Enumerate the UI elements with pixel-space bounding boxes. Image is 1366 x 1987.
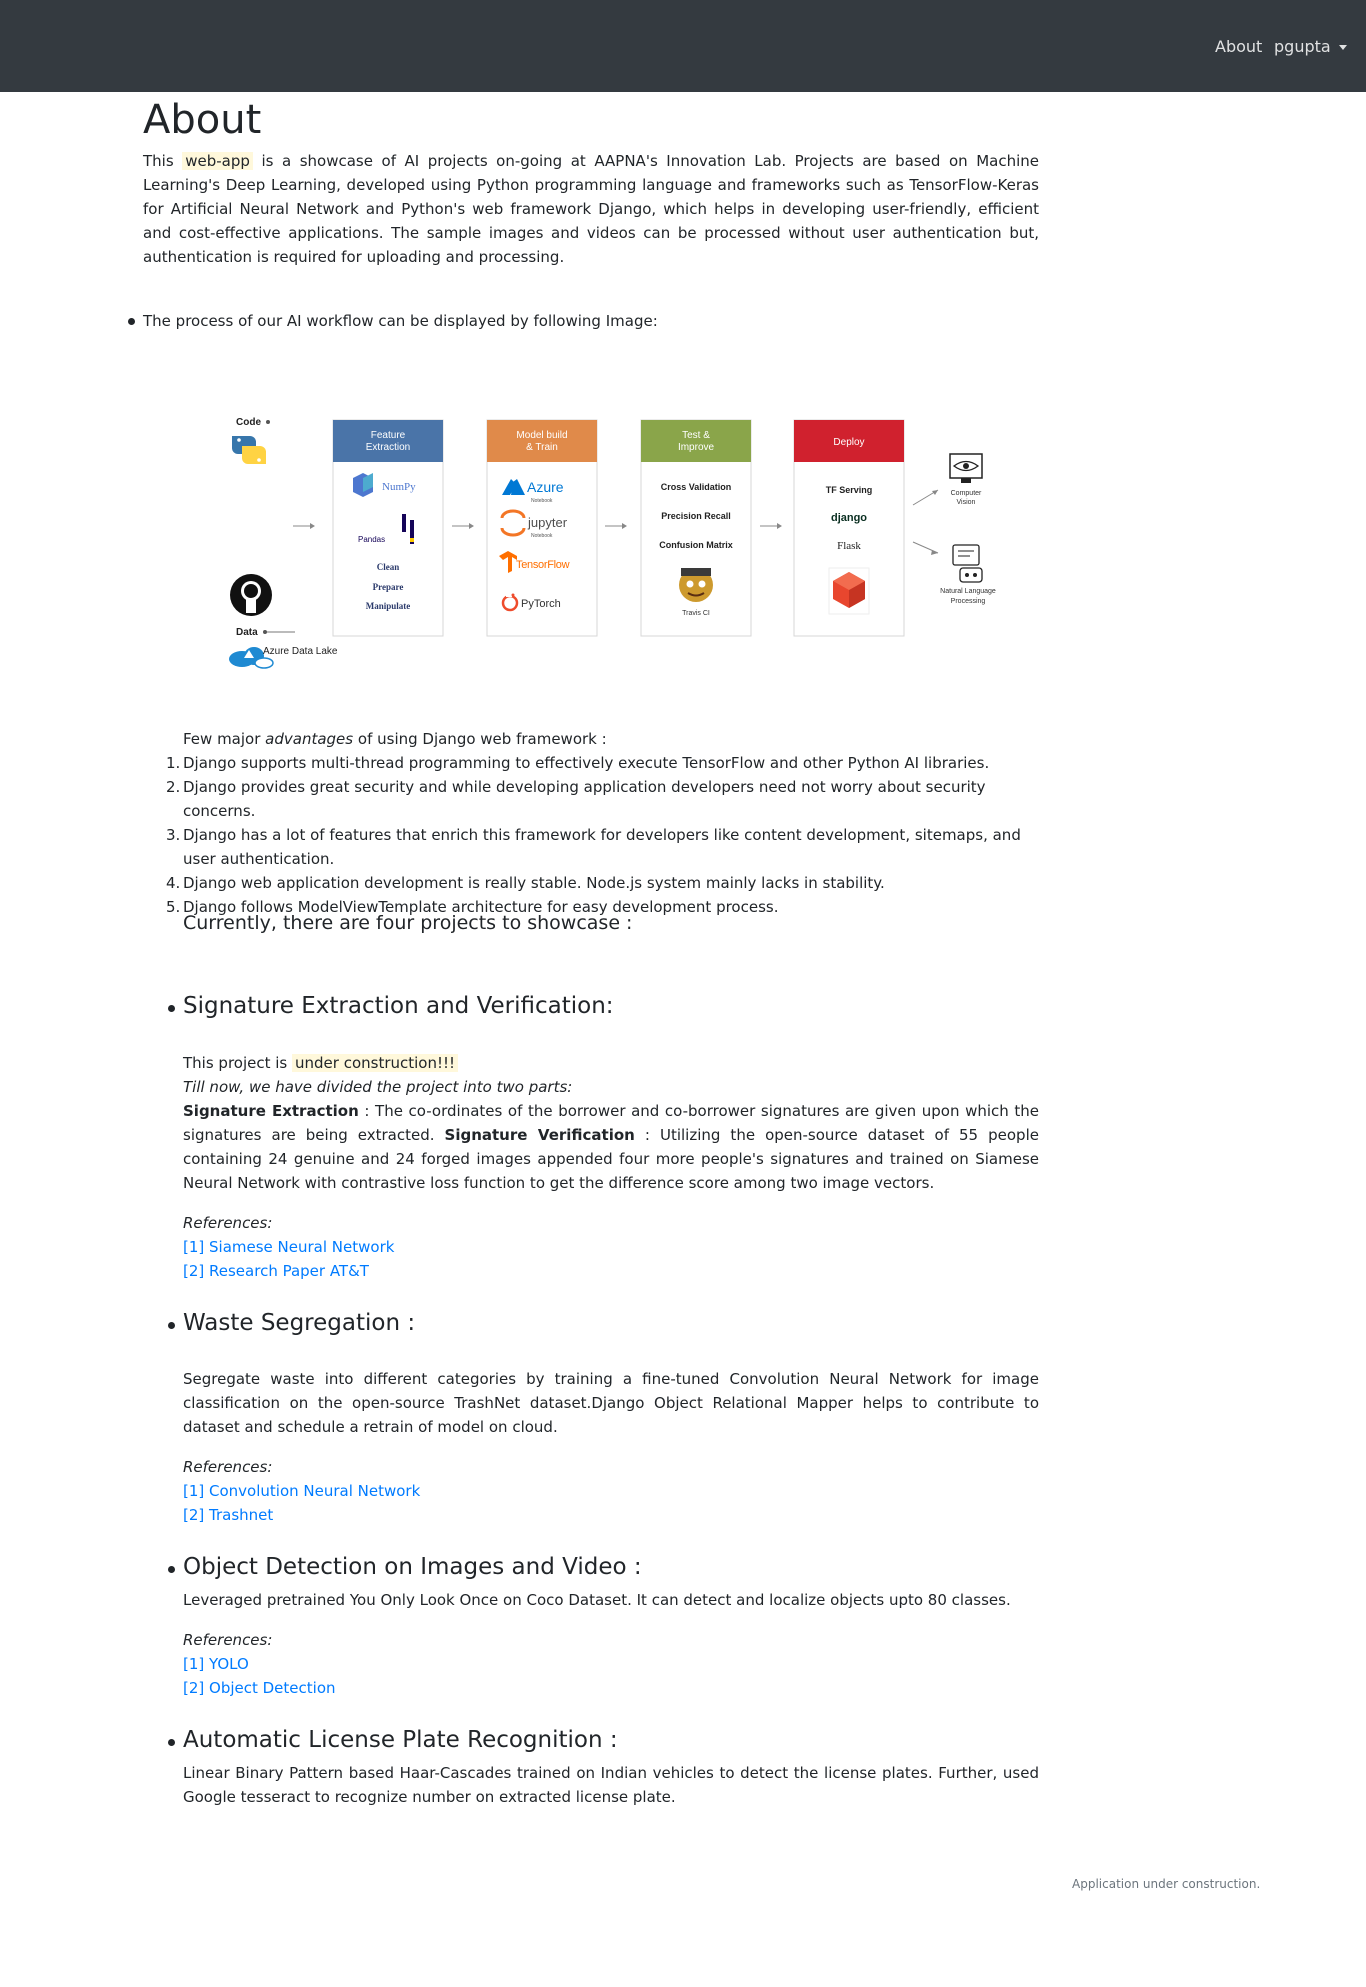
- tf-serving-label: TF Serving: [825, 485, 873, 495]
- object-references-label: References:: [183, 1631, 273, 1649]
- flask-label: Flask: [837, 540, 861, 552]
- model-title-1: Model build: [516, 430, 568, 441]
- package-box-icon: [829, 568, 869, 614]
- nlp-label-1: Natural Language: [940, 588, 996, 595]
- test-title-2: Improve: [677, 442, 715, 453]
- bullet-icon: [168, 1566, 175, 1573]
- pandas-label: Pandas: [358, 535, 386, 544]
- clean-label: Clean: [376, 562, 400, 572]
- list-item: 4. Django web application development is really stable. Node.js system mainly lacks in stability.: [166, 874, 885, 892]
- ai-workflow-diagram: [220, 410, 1020, 680]
- intro-paragraph: This web-app is a showcase of AI projects on-going at AAPNA's Innovation Lab. Projects are based on Machine Learning's Deep Learning, developed using Python programming language and frameworks such as TensorFlow-Keras for Artificial Neural Network and Python's web framework Django, which helps in developing user-friendly, efficient and cost-effective applications. The sample images and videos can be processed without user authentication but, authentication is required for uploading and processing.: [143, 152, 1039, 266]
- prepare-label: Prepare: [372, 582, 404, 592]
- chevron-down-icon: [1339, 45, 1347, 50]
- bullet-icon: [168, 1005, 175, 1012]
- travis-ci-label: Travis CI: [682, 610, 710, 617]
- azure-label: Azure: [527, 479, 564, 495]
- jupyter-label: jupyter: [528, 515, 568, 530]
- python-logo-icon: [232, 436, 266, 464]
- under-construction-highlight: under construction!!!: [292, 1054, 458, 1072]
- nav-about-link[interactable]: About: [1215, 37, 1263, 56]
- waste-references-label: References:: [183, 1458, 273, 1476]
- github-logo-icon: [230, 574, 272, 616]
- advantages-list: [166, 751, 1023, 919]
- process-text: The process of our AI workflow can be displayed by following Image:: [143, 312, 658, 330]
- user-name: pgupta: [1274, 37, 1331, 56]
- footer-note: Application under construction.: [1072, 1877, 1261, 1891]
- data-label: Data: [236, 627, 258, 638]
- list-item: 2. Django provides great security and while developing application developers need not worry about security concerns.: [166, 778, 986, 820]
- signature-description: Signature Extraction : The co-ordinates of the borrower and co-borrower signatures are given upon which the signatures are being extracted. Signature Verification : Utilizing the open-source dataset of 55 people containing 24 genuine and 24 forged images appended four more people's signatures and trained on Siamese Neural Network with contrastive loss function to get the difference score among two image vectors.: [183, 1102, 1039, 1192]
- manipulate-label: Manipulate: [365, 601, 411, 611]
- license-plate-description: Linear Binary Pattern based Haar-Cascades trained on Indian vehicles to detect the license plates. Further, used Google tesseract to recognize number on extracted license plate.: [183, 1764, 1039, 1806]
- waste-description: Segregate waste into different categories by training a fine-tuned Convolution Neural Network for image classification on the open-source TrashNet dataset.Django Object Relational Mapper helps to contribute to dataset and schedule a retrain of model on cloud.: [183, 1370, 1039, 1436]
- nlp-robot-icon: [953, 545, 982, 582]
- computer-vision-label-1: Computer: [950, 490, 982, 497]
- signature-project-title: Signature Extraction and Verification:: [183, 993, 614, 1019]
- signature-references-label: References:: [183, 1214, 273, 1232]
- bullet-icon: [168, 1739, 175, 1746]
- travis-ci-logo-icon: [679, 568, 713, 602]
- django-label: django: [830, 512, 868, 524]
- azure-data-lake-label: Azure Data Lake: [263, 646, 338, 657]
- azure-notebook-label: Notebook: [531, 498, 553, 504]
- web-app-highlight: web-app: [182, 152, 253, 170]
- siamese-network-link[interactable]: [1] Siamese Neural Network: [183, 1238, 395, 1256]
- research-paper-link[interactable]: [2] Research Paper AT&T: [183, 1262, 369, 1280]
- jupyter-notebook-label: Notebook: [531, 533, 553, 539]
- pytorch-label: PyTorch: [521, 598, 561, 610]
- object-detection-title: Object Detection on Images and Video :: [183, 1554, 642, 1580]
- feature-title-1: Feature: [370, 430, 406, 441]
- list-item: 3. Django has a lot of features that enrich this framework for developers like content development, sitemaps, and user authentication.: [166, 826, 1021, 868]
- yolo-link[interactable]: [1] YOLO: [183, 1655, 249, 1673]
- trashnet-link[interactable]: [2] Trashnet: [183, 1506, 274, 1524]
- feature-title-2: Extraction: [365, 442, 411, 453]
- object-detection-description: Leveraged pretrained You Only Look Once on Coco Dataset. It can detect and localize objects upto 80 classes.: [183, 1591, 1011, 1609]
- tensorflow-label: TensorFlow: [516, 559, 570, 571]
- waste-project-title: Waste Segregation :: [183, 1310, 416, 1336]
- test-header: [641, 420, 751, 462]
- signature-status: This project is under construction!!!: [183, 1051, 1039, 1075]
- numpy-label: NumPy: [382, 481, 416, 493]
- nlp-label-2: Processing: [950, 598, 986, 605]
- cnn-link[interactable]: [1] Convolution Neural Network: [183, 1482, 421, 1500]
- cross-validation-label: Cross Validation: [660, 482, 732, 492]
- license-plate-title: Automatic License Plate Recognition :: [183, 1727, 618, 1753]
- bullet-icon: [128, 318, 135, 325]
- model-title-2: & Train: [526, 442, 558, 453]
- list-item: 1. Django supports multi-thread programming to effectively execute TensorFlow and other Python AI libraries.: [166, 754, 990, 772]
- advantages-intro: Few major advantages of using Django web framework :: [183, 730, 607, 748]
- numpy-logo-icon: [353, 473, 373, 497]
- list-item: 5. Django follows ModelViewTemplate architecture for easy development process.: [166, 898, 779, 916]
- computer-vision-label-2: Vision: [956, 499, 976, 506]
- deploy-title: Deploy: [833, 437, 865, 448]
- projects-intro: Currently, there are four projects to showcase :: [183, 912, 633, 934]
- navbar: [0, 0, 1366, 92]
- model-header: [487, 420, 597, 462]
- test-title-1: Test &: [682, 430, 710, 441]
- computer-vision-icon: [950, 454, 982, 483]
- precision-recall-label: Precision Recall: [661, 511, 731, 521]
- signature-parts-note: Till now, we have divided the project into two parts:: [183, 1078, 573, 1096]
- confusion-matrix-label: Confusion Matrix: [659, 540, 733, 550]
- feature-header: [333, 420, 443, 462]
- page-title: About: [143, 97, 262, 143]
- user-dropdown[interactable]: [1274, 35, 1347, 59]
- object-detection-link[interactable]: [2] Object Detection: [183, 1679, 336, 1697]
- bullet-icon: [168, 1322, 175, 1329]
- code-label: Code: [236, 417, 261, 428]
